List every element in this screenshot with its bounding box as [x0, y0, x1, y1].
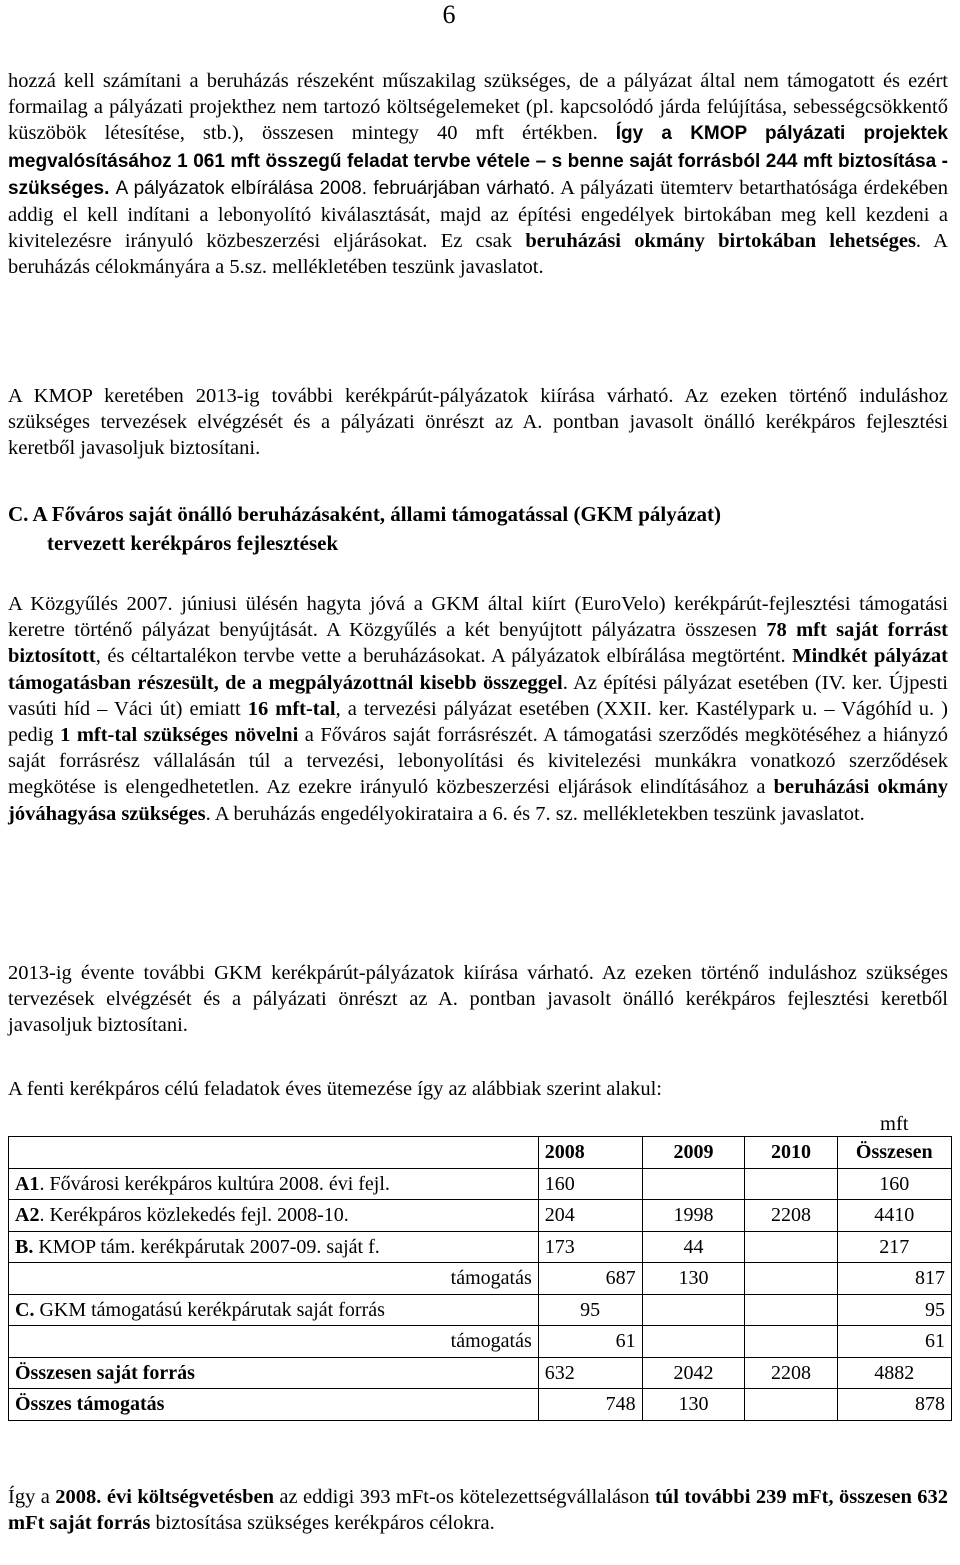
- para3-bold-5: beruházási okmány jóváhagyása szükséges: [8, 776, 948, 825]
- row-label: támogatás: [9, 1263, 539, 1295]
- cell-total: 217: [837, 1231, 951, 1263]
- cell-2008: 61: [538, 1326, 642, 1358]
- para3-text-2: , és céltartalékon tervbe vette a beruházásokat. A pályázatok elbírálása megtörtént.: [95, 645, 786, 668]
- para1-sentence-3: A pályázatok elbírálása 2008. februárjában várható.: [115, 177, 556, 199]
- cell-2008: 748: [538, 1389, 642, 1421]
- para1-sentence-2-bold: Így a KMOP pályázati projektek megvalósításához 1 061 mft összegű feladat tervbe vétele – s benne saját forrásból 244 mft biztosítása - szükséges.: [8, 123, 948, 199]
- cell-2008: 160: [538, 1168, 642, 1200]
- header-total: Összesen: [837, 1137, 951, 1169]
- para6-bold-2: túl további 239 mFt, összesen 632 mFt saját forrás: [8, 1486, 949, 1535]
- para3-text-4: , a tervezési pályázat esetében (XXII. ker. Kastélypark u. – Vágóhíd u. ) pedig: [8, 697, 948, 747]
- cell-2009: [642, 1294, 745, 1326]
- page-number: 6: [442, 0, 456, 29]
- cell-total: 878: [837, 1389, 951, 1421]
- cell-2010: [745, 1294, 837, 1326]
- row-label: Összesen saját forrás: [9, 1357, 539, 1389]
- cell-2010: [745, 1389, 837, 1421]
- table-row: [9, 1294, 952, 1326]
- section-heading-c: [8, 500, 948, 558]
- para1-sentence-6: . A beruházás célokmányára a 5.sz. mellékletében teszünk javaslatot.: [8, 230, 948, 279]
- paragraph-kmop-costs: [8, 68, 948, 281]
- table-unit-label: mft: [880, 1113, 909, 1135]
- para3-text-6: . A beruházás engedélyokirataira a 6. és 7. sz. mellékletekben teszünk javaslatot.: [205, 802, 865, 825]
- para3-text-5: a Főváros saját forrásrészét. A támogatási szerződés megkötéséhez a hiányzó saját forrásrész vállalásán túl a tervezési, lebonyolítási és kivitelezési munkákra vonatkozó szerződések megkötése is elengedhetetlen. Az ezekre irányuló közbeszerzési eljárások elindításához a: [8, 724, 948, 799]
- header-empty: [9, 1137, 539, 1169]
- cell-2009: 44: [642, 1231, 745, 1263]
- cell-2009: [642, 1168, 745, 1200]
- table-row: [9, 1357, 952, 1389]
- cell-2008: 173: [538, 1231, 642, 1263]
- para3-bold-2: Mindkét pályázat támogatásban részesült, de a megpályázottnál kisebb összeggel: [8, 645, 948, 694]
- cell-2009: [642, 1326, 745, 1358]
- cell-2008: 204: [538, 1200, 642, 1232]
- paragraph-schedule-intro: A fenti kerékpáros célú feladatok éves ütemezése így az alábbiak szerint alakul:: [8, 1078, 662, 1100]
- cell-2010: [745, 1231, 837, 1263]
- row-label: támogatás: [9, 1326, 539, 1358]
- paragraph-gkm-application: [8, 591, 948, 827]
- para3-text-3: . Az építési pályázat esetében (IV. ker. Újpesti vasúti híd – Váci út) emiatt: [8, 671, 948, 720]
- cell-2009: 130: [642, 1263, 745, 1295]
- cell-total: 160: [837, 1168, 951, 1200]
- row-label: A2. Kerékpáros közlekedés fejl. 2008-10.: [9, 1200, 539, 1232]
- cell-2008: 632: [538, 1357, 642, 1389]
- cell-total: 4410: [837, 1200, 951, 1232]
- table-row: [9, 1168, 952, 1200]
- para1-sentence-5-bold: beruházási okmány birtokában lehetséges: [525, 230, 916, 253]
- cell-2010: 2208: [745, 1200, 837, 1232]
- row-label: C. GKM támogatású kerékpárutak saját forrás: [9, 1294, 539, 1326]
- cell-2008: 687: [538, 1263, 642, 1295]
- cell-2010: [745, 1168, 837, 1200]
- para1-sentence-1: hozzá kell számítani a beruházás részeként műszakilag szükséges, de a pályázat által nem támogatott és ezért formailag a pályázati projekthez nem tartozó költségelemeket (pl. kapcsolódó járda felújítása, sebességcsökkentő küszöbök létesítése, stb.), összesen mintegy 40 mft értékben.: [8, 70, 948, 145]
- table-row: [9, 1326, 952, 1358]
- para6-bold-1: 2008. évi költségvetésben: [55, 1486, 274, 1508]
- para6-text-3: biztosítása szükséges kerékpáros célokra.: [155, 1512, 495, 1535]
- para3-bold-4: 1 mft-tal szükséges növelni: [60, 724, 299, 747]
- cell-2009: 130: [642, 1389, 745, 1421]
- para6-text-2: az eddigi 393 mFt-os kötelezettségvállaláson: [279, 1486, 650, 1508]
- row-label: A1. Fővárosi kerékpáros kultúra 2008. évi fejl.: [9, 1168, 539, 1200]
- para3-bold-1: 78 mft saját forrást biztosított: [8, 619, 949, 668]
- table-row: [9, 1263, 952, 1295]
- paragraph-kmop-future: A KMOP keretében 2013-ig további kerékpárút-pályázatok kiírása várható. Az ezeken történő induláshoz szükséges tervezések elvégzését és a pályázati önrészt az A. pontban javasolt önálló kerékpáros fejlesztési keretből javasoljuk biztosítani.: [8, 385, 948, 460]
- cell-2010: [745, 1326, 837, 1358]
- para6-text-1: Így a: [8, 1486, 50, 1508]
- para3-text-1: A Közgyűlés 2007. júniusi ülésén hagyta jóvá a GKM által kiírt (EuroVelo) kerékpárút-fejlesztési támogatási keretre történő pályázat benyújtását. A Közgyűlés a két benyújtott pályázatra összesen: [8, 593, 948, 642]
- cell-2010: 2208: [745, 1357, 837, 1389]
- cell-total: 95: [837, 1294, 951, 1326]
- cell-2010: [745, 1263, 837, 1295]
- cell-total: 4882: [837, 1357, 951, 1389]
- heading-line-1: C. A Főváros saját önálló beruházásaként, állami támogatással (GKM pályázat): [8, 502, 722, 526]
- table-row: [9, 1200, 952, 1232]
- table-row: [9, 1389, 952, 1421]
- header-2008: 2008: [538, 1137, 642, 1169]
- cell-2008: 95: [538, 1294, 642, 1326]
- table-row: [9, 1231, 952, 1263]
- schedule-table: [8, 1136, 952, 1421]
- cell-total: 61: [837, 1326, 951, 1358]
- para1-sentence-4: A pályázati ütemterv betarthatósága érdekében addig el kell indítani a lebonyolító kiválasztását, majd az építési engedélyek birtokában meg kell kezdeni a kivitelezésre irányuló közbeszerzési eljárásokat. Ez csak: [8, 176, 949, 253]
- paragraph-gkm-future: 2013-ig évente további GKM kerékpárút-pályázatok kiírása várható. Az ezeken történő induláshoz szükséges tervezések elvégzését és a pályázati önrészt az A. pontban javasolt önálló kerékpáros fejlesztési keretből javasoljuk biztosítani.: [8, 962, 948, 1037]
- row-label: B. KMOP tám. kerékpárutak 2007-09. saját f.: [9, 1231, 539, 1263]
- para3-bold-3: 16 mft-tal: [247, 697, 336, 720]
- cell-2009: 2042: [642, 1357, 745, 1389]
- paragraph-budget-2008: [8, 1484, 948, 1536]
- header-2009: 2009: [642, 1137, 745, 1169]
- table-header-row: [9, 1137, 952, 1169]
- cell-total: 817: [837, 1263, 951, 1295]
- header-2010: 2010: [745, 1137, 837, 1169]
- heading-line-2: tervezett kerékpáros fejlesztések: [47, 531, 339, 555]
- row-label: Összes támogatás: [9, 1389, 539, 1421]
- cell-2009: 1998: [642, 1200, 745, 1232]
